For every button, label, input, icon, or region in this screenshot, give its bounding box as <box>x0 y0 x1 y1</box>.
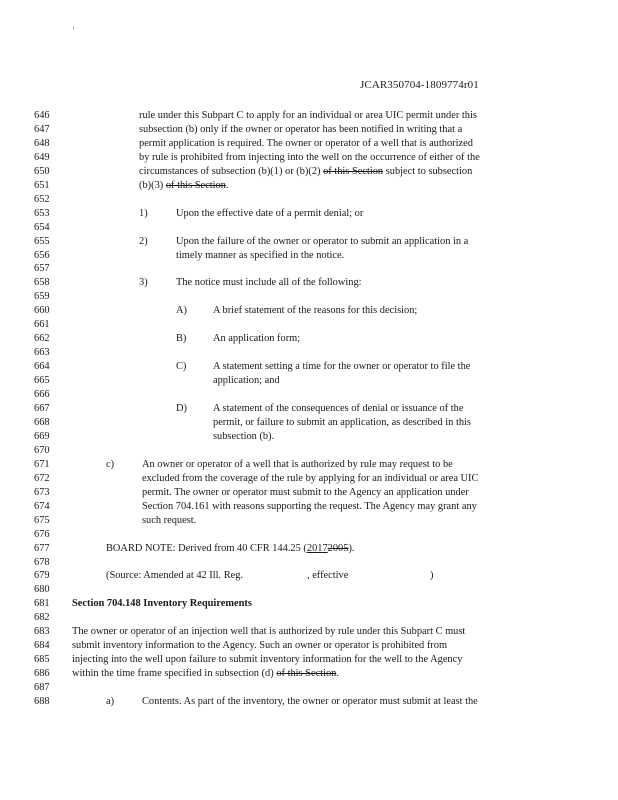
text-line <box>0 500 618 514</box>
line-text-part: within the time frame specified in subsection (d) <box>72 668 274 680</box>
item-number: B) <box>176 333 187 345</box>
text-line <box>0 207 618 221</box>
line-text-part: . <box>225 179 229 191</box>
text-line <box>0 430 618 444</box>
line-text: permit application is required. The owner or operator of a well that is authorized <box>139 137 473 149</box>
line-text: The notice must include all of the following: <box>176 277 362 289</box>
line-number: 687 <box>34 682 50 694</box>
line-text: subsection (b) only if the owner or operator has been notified in writing that a <box>139 123 463 135</box>
item-number: 2) <box>139 235 148 247</box>
line-number: 680 <box>34 584 50 596</box>
text-line <box>0 360 618 374</box>
line-number: 677 <box>34 542 50 554</box>
text-line <box>0 332 618 346</box>
line-text: by rule is prohibited from injecting into the well on the occurrence of either of the <box>139 151 480 163</box>
line-number: 678 <box>34 556 50 568</box>
line-number: 682 <box>34 612 50 624</box>
line-text: subsection (b). <box>213 430 275 442</box>
text-line <box>0 235 618 249</box>
text-line <box>0 653 618 667</box>
line-text-part: circumstances of subsection (b)(1) or (b)(2) <box>139 165 321 177</box>
line-text-part: subject to subsection <box>385 165 473 177</box>
text-line <box>0 639 618 653</box>
text-line <box>0 276 618 290</box>
text-line <box>0 249 618 263</box>
line-text: The owner or operator of an injection well that is authorized by rule under this Subpart C must <box>72 626 466 638</box>
text-line <box>0 569 618 583</box>
line-number: 684 <box>34 640 50 652</box>
line-number: 648 <box>34 137 50 149</box>
inserted-text: 2017 <box>306 542 328 554</box>
text-line <box>0 165 618 179</box>
line-text: timely manner as specified in the notice. <box>176 249 345 261</box>
line-text: A brief statement of the reasons for this decision; <box>213 305 418 317</box>
line-text: An application form; <box>213 333 301 345</box>
line-number: 669 <box>34 430 50 442</box>
line-text <box>72 667 339 681</box>
line-text: excluded from the coverage of the rule by applying for an individual or area UIC <box>142 472 479 484</box>
line-number: 668 <box>34 416 50 428</box>
text-line <box>0 123 618 137</box>
item-number: c) <box>106 458 115 470</box>
document-body <box>0 109 618 709</box>
line-text: A statement of the consequences of denial or issuance of the <box>213 403 464 415</box>
text-line <box>0 514 618 528</box>
line-number: 671 <box>34 458 50 470</box>
line-number: 652 <box>34 193 50 205</box>
scan-mark <box>73 26 74 30</box>
line-number: 659 <box>34 291 50 303</box>
line-text: submit inventory information to the Agency. Such an owner or operator is prohibited from <box>72 640 448 652</box>
text-line <box>0 667 618 681</box>
item-number: 3) <box>139 277 148 289</box>
struck-text: of this Section <box>276 668 337 680</box>
struck-text: of this Section <box>323 165 384 177</box>
line-text: An owner or operator of a well that is authorized by rule may request to be <box>142 458 453 470</box>
text-line <box>0 458 618 472</box>
text-line <box>0 402 618 416</box>
text-line <box>0 151 618 165</box>
line-text: permit, or failure to submit an application, as described in this <box>213 416 471 428</box>
line-text: Section 704.161 with reasons supporting the request. The Agency may grant any <box>142 500 477 512</box>
source-close: ) <box>430 570 434 582</box>
text-line <box>0 542 618 556</box>
text-line <box>0 472 618 486</box>
text-line <box>0 597 618 611</box>
line-number: 670 <box>34 444 50 456</box>
line-text: A statement setting a time for the owner or operator to file the <box>213 361 471 373</box>
line-text: application; and <box>213 375 280 387</box>
line-number: 663 <box>34 347 50 359</box>
line-text: injecting into the well upon failure to submit inventory information for the well to the Agency <box>72 654 463 666</box>
line-number: 675 <box>34 514 50 526</box>
line-text: Contents. As part of the inventory, the owner or operator must submit at least the <box>142 696 478 708</box>
line-number: 679 <box>34 570 50 582</box>
line-number: 657 <box>34 263 50 275</box>
text-line <box>0 304 618 318</box>
struck-text: 2005 <box>327 542 349 554</box>
line-number: 646 <box>34 110 50 121</box>
line-text <box>139 165 472 179</box>
text-line <box>0 374 618 388</box>
section-heading: Section 704.148 Inventory Requirements <box>72 598 252 610</box>
line-text: Upon the effective date of a permit denial; or <box>176 207 364 219</box>
line-number: 650 <box>34 165 50 177</box>
line-number: 686 <box>34 668 50 680</box>
line-number: 649 <box>34 151 50 163</box>
document-id: JCAR350704-1809774r01 <box>360 79 479 91</box>
board-note <box>106 542 355 556</box>
text-line <box>0 109 618 123</box>
item-number: 1) <box>139 207 148 219</box>
text-line <box>0 179 618 193</box>
line-number: 662 <box>34 333 50 345</box>
line-number: 673 <box>34 486 50 498</box>
line-text: such request. <box>142 514 197 526</box>
line-number: 672 <box>34 472 50 484</box>
text-line <box>0 416 618 430</box>
line-number: 660 <box>34 305 50 317</box>
item-number: A) <box>176 305 187 317</box>
line-number: 674 <box>34 500 50 512</box>
line-text: permit. The owner or operator must submit to the Agency an application under <box>142 486 469 498</box>
line-text-part: . <box>336 668 339 680</box>
line-number: 683 <box>34 626 50 638</box>
text-line <box>0 625 618 639</box>
line-text-part: ). <box>348 542 355 554</box>
line-number: 651 <box>34 179 50 191</box>
line-text <box>139 179 228 193</box>
source-effective: , effective <box>307 570 349 582</box>
item-number: a) <box>106 696 115 708</box>
text-line <box>0 486 618 500</box>
line-number: 661 <box>34 319 50 331</box>
line-text: Upon the failure of the owner or operator to submit an application in a <box>176 235 469 247</box>
item-number: D) <box>176 403 187 415</box>
line-number: 676 <box>34 528 50 540</box>
text-line <box>0 695 618 709</box>
line-number: 647 <box>34 123 50 135</box>
line-number: 653 <box>34 207 50 219</box>
line-text-part: (b)(3) <box>139 179 164 191</box>
struck-text: of this Section <box>165 179 226 191</box>
line-number: 665 <box>34 375 50 387</box>
line-number: 664 <box>34 361 50 373</box>
line-number: 658 <box>34 277 50 289</box>
line-number: 685 <box>34 654 50 666</box>
line-number: 654 <box>34 221 50 233</box>
source-note: (Source: Amended at 42 Ill. Reg. <box>106 570 244 582</box>
line-text: rule under this Subpart C to apply for an individual or area UIC permit under this <box>139 110 477 121</box>
line-number: 666 <box>34 389 50 401</box>
line-number: 656 <box>34 249 50 261</box>
text-line <box>0 137 618 151</box>
line-text-part: BOARD NOTE: Derived from 40 CFR 144.25 ( <box>106 542 307 554</box>
line-number: 655 <box>34 235 50 247</box>
item-number: C) <box>176 361 187 373</box>
line-number: 681 <box>34 598 50 610</box>
line-number: 688 <box>34 696 50 708</box>
line-number: 667 <box>34 403 50 415</box>
